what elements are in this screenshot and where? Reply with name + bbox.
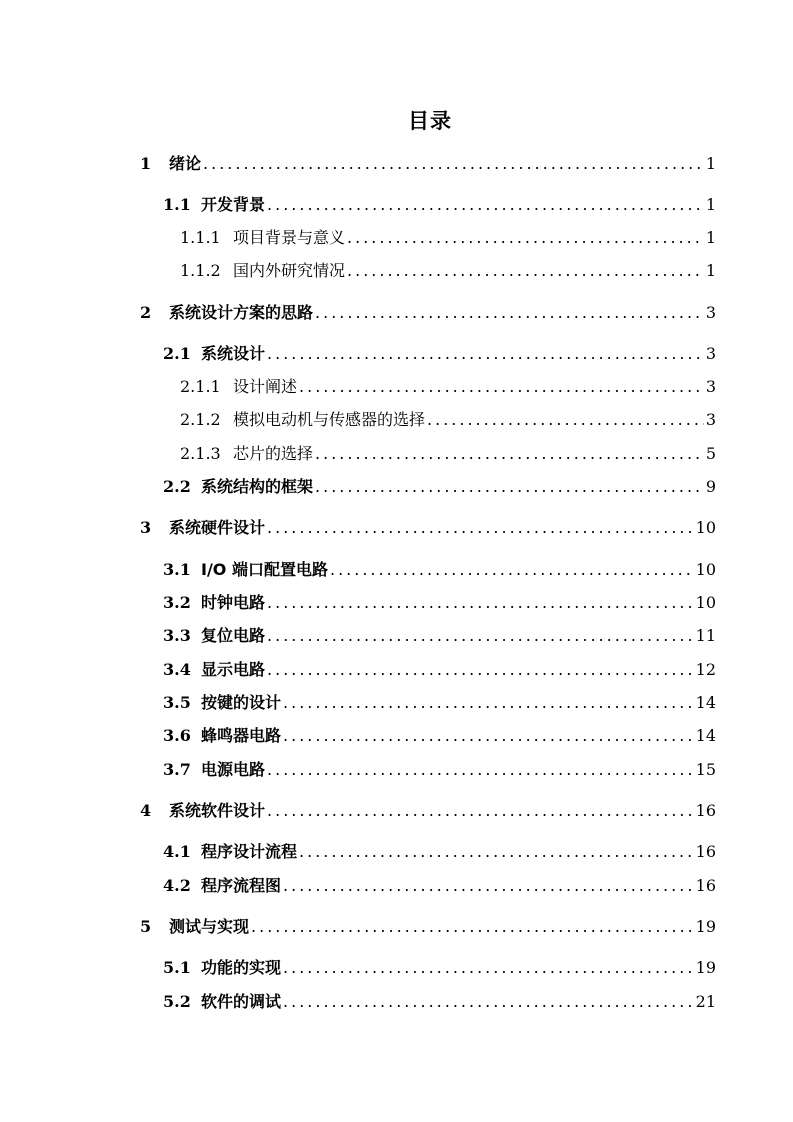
toc-entry[interactable] bbox=[163, 623, 716, 649]
toc-leader-dots bbox=[267, 657, 694, 683]
toc-label: 开发背景 bbox=[201, 195, 266, 214]
toc-leader-dots bbox=[347, 258, 704, 284]
toc-page-number: 10 bbox=[695, 518, 716, 537]
toc-leader-dots bbox=[267, 192, 704, 218]
toc-entry[interactable] bbox=[180, 374, 716, 400]
toc-leader-dots bbox=[283, 989, 694, 1015]
toc-leader-dots bbox=[283, 955, 694, 981]
toc-label: 电源电路 bbox=[201, 760, 266, 779]
toc-label: 系统软件设计 bbox=[169, 801, 266, 820]
toc-entry[interactable] bbox=[163, 590, 716, 616]
toc-page-number: 19 bbox=[695, 958, 716, 977]
toc-leader-dots bbox=[347, 225, 704, 251]
toc-label: 系统设计方案的思路 bbox=[169, 303, 314, 322]
toc-label: 软件的调试 bbox=[201, 992, 282, 1011]
toc-leader-dots bbox=[299, 839, 694, 865]
toc-label: 项目背景与意义 bbox=[233, 228, 346, 247]
toc-page-number: 3 bbox=[705, 303, 716, 322]
toc-number: 5 bbox=[140, 917, 152, 936]
page-title: 目录 bbox=[408, 109, 452, 133]
toc-page-number: 14 bbox=[695, 726, 716, 745]
toc-label: I/O 端口配置电路 bbox=[201, 560, 328, 579]
toc-entry[interactable] bbox=[180, 225, 716, 251]
toc-number: 4 bbox=[140, 801, 152, 820]
toc-entry[interactable] bbox=[140, 300, 716, 326]
toc-number: 3.3 bbox=[163, 626, 191, 645]
toc-page-number: 16 bbox=[695, 801, 716, 820]
toc-label: 系统结构的框架 bbox=[201, 477, 314, 496]
toc-leader-dots bbox=[267, 798, 694, 824]
toc-leader-dots bbox=[267, 757, 694, 783]
toc-leader-dots bbox=[283, 723, 694, 749]
toc-number: 5.1 bbox=[163, 958, 191, 977]
toc-entry[interactable] bbox=[180, 441, 716, 467]
toc-leader-dots bbox=[315, 474, 704, 500]
toc-label: 蜂鸣器电路 bbox=[201, 726, 282, 745]
toc-number: 3 bbox=[140, 518, 152, 537]
toc-number: 2.1.2 bbox=[180, 410, 221, 429]
toc-leader-dots bbox=[299, 374, 704, 400]
toc-page-number: 12 bbox=[695, 660, 716, 679]
toc-label: 国内外研究情况 bbox=[233, 261, 346, 280]
toc-label: 按键的设计 bbox=[201, 693, 282, 712]
toc-leader-dots bbox=[283, 690, 694, 716]
toc-entry[interactable] bbox=[163, 192, 716, 218]
toc-entry[interactable] bbox=[140, 914, 716, 940]
toc-page-number: 10 bbox=[695, 560, 716, 579]
toc-page-number: 3 bbox=[705, 410, 716, 429]
toc-label: 设计阐述 bbox=[233, 377, 298, 396]
toc-entry[interactable] bbox=[140, 151, 716, 177]
toc-entry[interactable] bbox=[140, 798, 716, 824]
toc-number: 3.7 bbox=[163, 760, 191, 779]
toc-leader-dots bbox=[267, 515, 694, 541]
toc-number: 2.2 bbox=[163, 477, 191, 496]
toc-number: 5.2 bbox=[163, 992, 191, 1011]
toc-leader-dots bbox=[330, 557, 694, 583]
toc-number: 3.4 bbox=[163, 660, 191, 679]
toc-page-number: 16 bbox=[695, 842, 716, 861]
toc-page-number: 9 bbox=[705, 477, 716, 496]
toc-page-number: 14 bbox=[695, 693, 716, 712]
toc-entry[interactable] bbox=[163, 341, 716, 367]
toc-number: 3.5 bbox=[163, 693, 191, 712]
toc-label: 功能的实现 bbox=[201, 958, 282, 977]
toc-entry[interactable] bbox=[163, 474, 716, 500]
toc-page-number: 19 bbox=[695, 917, 716, 936]
toc-label: 系统硬件设计 bbox=[169, 518, 266, 537]
toc-leader-dots bbox=[251, 914, 694, 940]
toc-entry[interactable] bbox=[163, 955, 716, 981]
toc-leader-dots bbox=[427, 407, 704, 433]
toc-label: 时钟电路 bbox=[201, 593, 266, 612]
toc-leader-dots bbox=[315, 441, 704, 467]
toc-number: 2.1.3 bbox=[180, 444, 221, 463]
toc-number: 4.1 bbox=[163, 842, 191, 861]
toc-number: 4.2 bbox=[163, 876, 191, 895]
toc-page-number: 1 bbox=[705, 261, 716, 280]
toc-label: 显示电路 bbox=[201, 660, 266, 679]
toc-leader-dots bbox=[267, 590, 694, 616]
toc-page-number: 10 bbox=[695, 593, 716, 612]
toc-label: 测试与实现 bbox=[169, 917, 250, 936]
toc-label: 程序设计流程 bbox=[201, 842, 298, 861]
toc-label: 系统设计 bbox=[201, 344, 266, 363]
toc-entry[interactable] bbox=[163, 839, 716, 865]
toc-entry[interactable] bbox=[180, 258, 716, 284]
toc-page-number: 1 bbox=[705, 154, 716, 173]
toc-page-number: 3 bbox=[705, 377, 716, 396]
toc-leader-dots bbox=[267, 623, 694, 649]
toc-page-number: 15 bbox=[695, 760, 716, 779]
toc-label: 芯片的选择 bbox=[233, 444, 314, 463]
toc-page-number: 21 bbox=[695, 992, 716, 1011]
toc-number: 1 bbox=[140, 154, 152, 173]
toc-leader-dots bbox=[283, 873, 694, 899]
toc-number: 1.1 bbox=[163, 195, 191, 214]
toc-label: 程序流程图 bbox=[201, 876, 282, 895]
toc-leader-dots bbox=[267, 341, 704, 367]
toc-entry[interactable] bbox=[163, 757, 716, 783]
toc-page-number: 5 bbox=[705, 444, 716, 463]
toc-page-number: 1 bbox=[705, 195, 716, 214]
toc-entry[interactable] bbox=[180, 407, 716, 433]
toc-entry[interactable] bbox=[163, 657, 716, 683]
toc-label: 模拟电动机与传感器的选择 bbox=[233, 410, 426, 429]
toc-number: 1.1.1 bbox=[180, 228, 221, 247]
toc-label: 绪论 bbox=[169, 154, 202, 173]
toc-entry[interactable] bbox=[140, 515, 716, 541]
toc-number: 1.1.2 bbox=[180, 261, 221, 280]
toc-entry[interactable] bbox=[163, 557, 716, 583]
toc-entry[interactable] bbox=[163, 690, 716, 716]
toc-page-number: 16 bbox=[695, 876, 716, 895]
toc-page-number: 3 bbox=[705, 344, 716, 363]
toc-number: 2.1.1 bbox=[180, 377, 221, 396]
toc-entry[interactable] bbox=[163, 873, 716, 899]
toc-number: 2.1 bbox=[163, 344, 191, 363]
toc-entry[interactable] bbox=[163, 989, 716, 1015]
toc-label: 复位电路 bbox=[201, 626, 266, 645]
toc-leader-dots bbox=[203, 151, 704, 177]
toc-entry[interactable] bbox=[163, 723, 716, 749]
toc-leader-dots bbox=[315, 300, 704, 326]
toc-page-number: 1 bbox=[705, 228, 716, 247]
toc-number: 3.1 bbox=[163, 560, 191, 579]
toc-number: 3.2 bbox=[163, 593, 191, 612]
toc-number: 2 bbox=[140, 303, 152, 322]
toc-number: 3.6 bbox=[163, 726, 191, 745]
toc-page-number: 11 bbox=[695, 626, 716, 645]
